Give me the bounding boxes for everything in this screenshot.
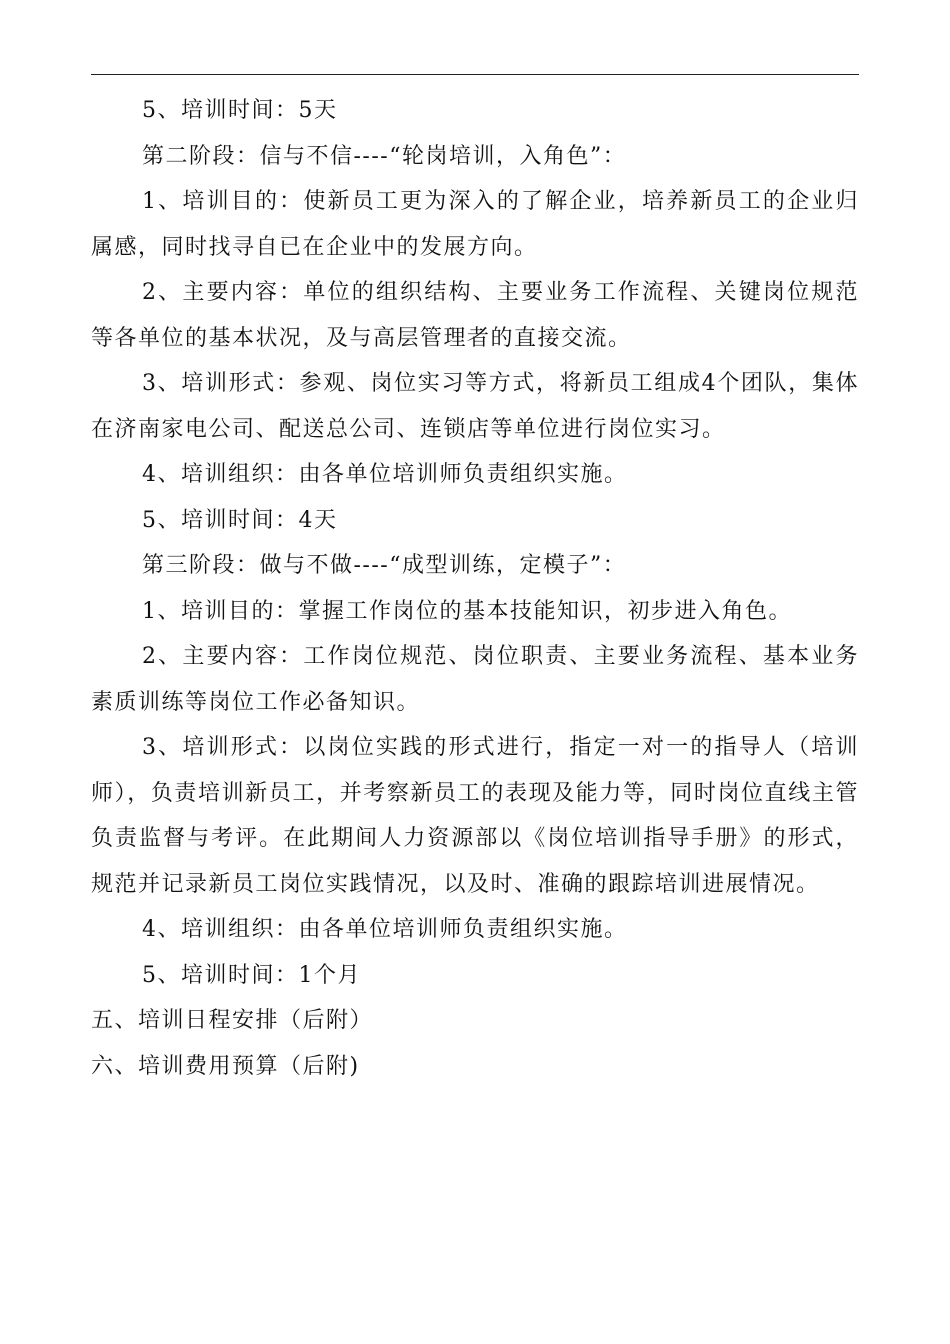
stage2-heading: 第二阶段：信与不信----“轮岗培训，入角色”： [142,143,627,169]
stage3-item-3-format: 3、培训形式：以岗位实践的形式进行，指定一对一的指导人（培训师），负责培训新员工，并考察新员工的表现及能力等，同时岗位直线主管负责监督与考评。在此期间人力资源部以《岗位培训指导手册》的形式，规范并记录新员工岗位实践情况，以及时、准确的跟踪培训进展情况。 [91,735,859,897]
stage3-heading: 第三阶段：做与不做----“成型训练，定模子”： [142,553,627,578]
header-rule [91,74,859,75]
stage2-item-3-format: 3、培训形式：参观、岗位实习等方式，将新员工组成4个团队，集体在济南家电公司、配送总公司、连锁店等单位进行岗位实习。 [91,371,859,442]
stage2-item-2-content: 2、主要内容：单位的组织结构、主要业务工作流程、关键岗位规范等各单位的基本状况，及与高层管理者的直接交流。 [91,280,859,351]
document-body [91,88,859,1089]
stage3-item-5-time: 5、培训时间：1个月 [142,962,361,988]
stage2-item-4-organization: 4、培训组织：由各单位培训师负责组织实施。 [142,462,628,487]
section-5-schedule: 五、培训日程安排（后附） [91,1008,374,1033]
stage3-item-2-content: 2、主要内容：工作岗位规范、岗位职责、主要业务流程、基本业务素质训练等岗位工作必备知识。 [91,644,859,715]
stage3-item-4-organization: 4、培训组织：由各单位培训师负责组织实施。 [142,917,628,942]
stage2-item-1-purpose: 1、培训目的：使新员工更为深入的了解企业，培养新员工的企业归属感，同时找寻自已在企业中的发展方向。 [91,189,859,260]
section-6-budget: 六、培训费用预算（后附) [91,1053,360,1079]
stage1-item-5-time: 5、培训时间：5天 [142,98,338,123]
stage2-item-5-time: 5、培训时间：4天 [142,507,338,533]
stage3-item-1-purpose: 1、培训目的：掌握工作岗位的基本技能知识，初步进入角色。 [142,598,792,624]
